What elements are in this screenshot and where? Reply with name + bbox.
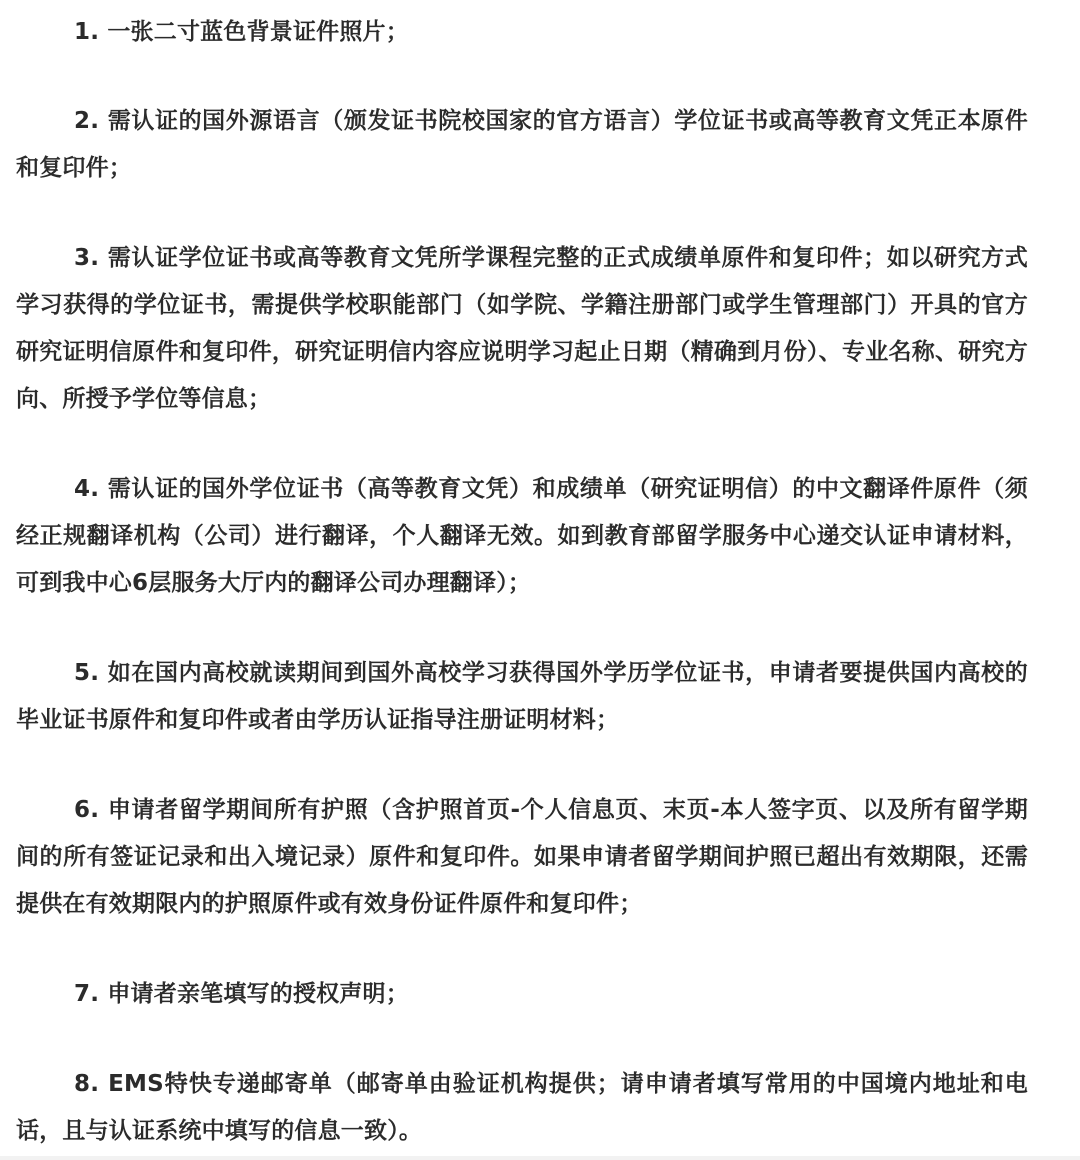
list-item-8: 8. EMS特快专递邮寄单（邮寄单由验证机构提供；请申请者填写常用的中国境内地址和电话，且与认证系统中填写的信息一致）。 [16,1071,1028,1144]
list-item-3: 3. 需认证学位证书或高等教育文凭所学课程完整的正式成绩单原件和复印件；如以研究方式学习获得的学位证书，需提供学校职能部门（如学院、学籍注册部门或学生管理部门）开具的官方研究证明信原件和复印件，研究证明信内容应说明学习起止日期（精确到月份）、专业名称、研究方向、所授予学位等信息； [16,245,1028,412]
bottom-divider [0,1156,1080,1160]
list-item-1: 1. 一张二寸蓝色背景证件照片； [74,19,409,45]
list-item-4: 4. 需认证的国外学位证书（高等教育文凭）和成绩单（研究证明信）的中文翻译件原件（须经正规翻译机构（公司）进行翻译，个人翻译无效。如到教育部留学服务中心递交认证申请材料，可到我中心6层服务大厅内的翻译公司办理翻译）； [16,476,1028,596]
list-item-2: 2. 需认证的国外源语言（颁发证书院校国家的官方语言）学位证书或高等教育文凭正本原件和复印件； [16,108,1028,181]
list-item-5: 5. 如在国内高校就读期间到国外高校学习获得国外学历学位证书，申请者要提供国内高校的毕业证书原件和复印件或者由学历认证指导注册证明材料； [16,660,1028,733]
list-item-7: 7. 申请者亲笔填写的授权声明； [74,981,409,1007]
list-item-6: 6. 申请者留学期间所有护照（含护照首页-个人信息页、末页-本人签字页、以及所有留学期间的所有签证记录和出入境记录）原件和复印件。如果申请者留学期间护照已超出有效期限，还需提供在有效期限内的护照原件或有效身份证件原件和复印件； [16,797,1028,917]
